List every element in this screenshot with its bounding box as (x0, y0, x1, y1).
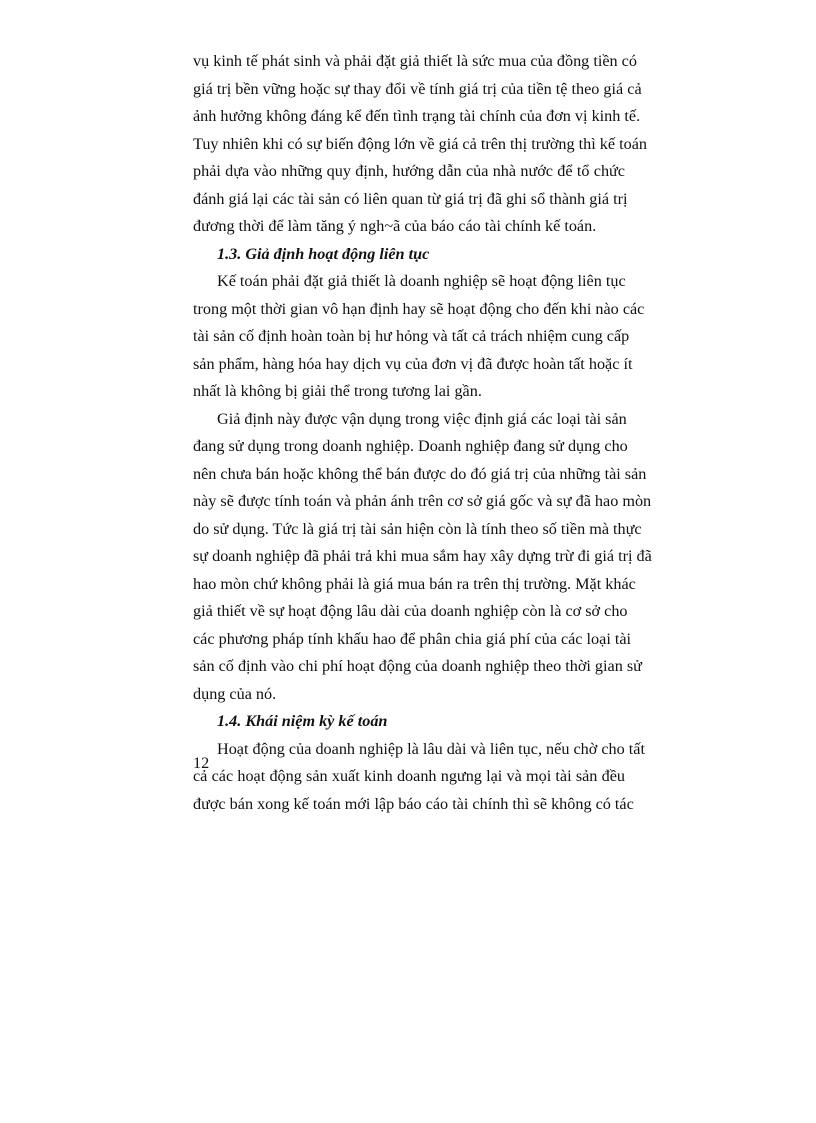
section-heading-1-3: 1.3. Giả định hoạt động liên tục (217, 244, 430, 263)
text-line: hao mòn chứ không phải là giá mua bán ra trên thị trường. Mặt khác (193, 574, 636, 593)
text-line: sự doanh nghiệp đã phải trả khi mua sắm hay xây dựng trừ đi giá trị đã (193, 547, 652, 565)
paragraph-accounting-period (193, 736, 645, 819)
page-number: 12 (193, 754, 210, 772)
text-line: phải dựa vào những quy định, hướng dẫn của nhà nước để tổ chức (193, 162, 625, 180)
text-line: Hoạt động của doanh nghiệp là lâu dài và liên tục, nếu chờ cho tất (217, 739, 645, 758)
text-line: Giả định này được vận dụng trong việc định giá các loại tài sản (217, 409, 627, 428)
text-line: giá trị bền vững hoặc sự thay đổi về tính giá trị của tiền tệ theo giá cả (193, 79, 642, 98)
text-line: sản phẩm, hàng hóa hay dịch vụ của đơn vị đã được hoàn tất hoặc ít (193, 354, 633, 373)
text-line: các phương pháp tính khấu hao để phân chia giá phí của các loại tài (193, 629, 632, 648)
section-heading-1-4: 1.4. Khái niệm kỳ kế toán (217, 712, 388, 730)
paragraph-going-concern (193, 268, 645, 406)
text-line: đương thời để làm tăng ý ngh~ã của báo cáo tài chính kế toán. (193, 217, 597, 235)
page-body (193, 48, 652, 818)
text-line: đánh giá lại các tài sản có liên quan từ giá trị đã ghi sổ thành giá trị (193, 189, 628, 208)
text-line: cả các hoạt động sản xuất kinh doanh ngưng lại và mọi tài sản đều (193, 767, 625, 785)
text-line: trong một thời gian vô hạn định hay sẽ hoạt động cho đến khi nào các (193, 299, 645, 318)
text-line: do sử dụng. Tức là giá trị tài sản hiện còn là tính theo số tiền mà thực (193, 519, 642, 538)
text-line: Kế toán phải đặt giả thiết là doanh nghiệp sẽ hoạt động liên tục (217, 272, 626, 290)
text-line: đang sử dụng trong doanh nghiệp. Doanh nghiệp đang sử dụng cho (193, 437, 628, 455)
text-line: sản cố định vào chi phí hoạt động của doanh nghiệp theo thời gian sử (193, 657, 642, 675)
text-line: vụ kinh tế phát sinh và phải đặt giả thiết là sức mua của đồng tiền có (193, 52, 637, 70)
text-line: được bán xong kế toán mới lập báo cáo tài chính thì sẽ không có tác (193, 794, 634, 813)
text-line: tài sản cố định hoàn toàn bị hư hỏng và tất cả trách nhiệm cung cấp (193, 327, 630, 345)
paragraph-asset-valuation (193, 406, 652, 709)
text-line: ảnh hưởng không đáng kể đến tình trạng tài chính của đơn vị kinh tế. (193, 107, 641, 125)
text-line: này sẽ được tính toán và phản ánh trên cơ sở giá gốc và sự đã hao mòn (193, 492, 652, 510)
paragraph-purchasing-power (193, 48, 647, 241)
text-line: Tuy nhiên khi có sự biến động lớn về giá cả trên thị trường thì kế toán (193, 134, 647, 153)
text-line: nhất là không bị giải thể trong tương lai gần. (193, 382, 482, 400)
text-line: giả thiết về sự hoạt động lâu dài của doanh nghiệp còn là cơ sở cho (193, 602, 628, 620)
text-line: dụng của nó. (193, 684, 277, 703)
text-line: nên chưa bán hoặc không thể bán được do đó giá trị của những tài sản (193, 464, 647, 483)
